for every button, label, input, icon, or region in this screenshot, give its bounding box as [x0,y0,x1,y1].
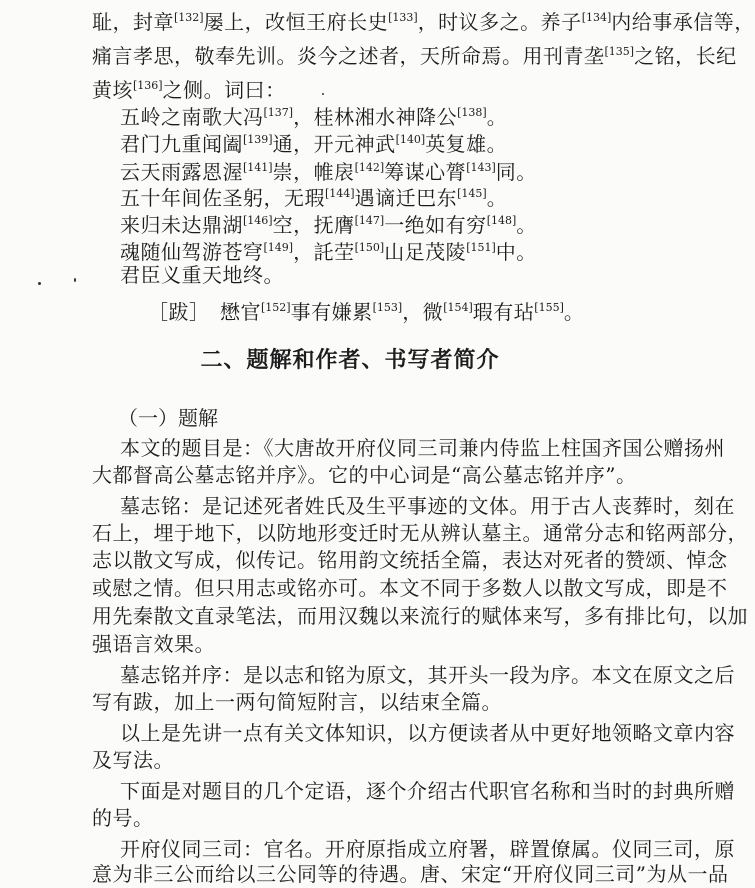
body-line: 用先秦散文直录笔法，而用汉魏以来流行的赋体来写，多有排比句，以加 [92,604,748,628]
body-line: 的号。 [92,806,154,830]
verse-line: 来归未达鼎湖[146]空，抚膺[147]一绝如有穷[148]。 [120,213,537,237]
body-line: 写有跋，加上一两句简短附言，以结束全篇。 [92,690,502,714]
body-line: 本文的题目是：《大唐故开府仪同三司兼内侍监上柱国齐国公赠扬州 [120,436,725,460]
text-line: 痛言孝思，敬奉先训。炎今之述者，天所命焉。用刊青垄[135]之铭，长纪 [92,44,737,68]
body-line: 下面是对题目的几个定语，逐个介绍古代职官名称和当时的封典所赠 [120,779,735,803]
body-line: 强语言效果。 [92,632,215,656]
body-line: 石上，埋于地下，以防地形变迁时无从辨认墓主。通常分志和铭两部分， [92,521,748,545]
section-title: 二、题解和作者、书写者简介 [200,348,500,373]
text-line: 黄垓[136]之侧。词曰： [92,78,286,102]
text-line: 耻，封章[132]屡上，改恒王府长史[133]，时议多之。养子[134]内给事承信等， [92,10,755,34]
body-line: 意为非三公而给以三公同等的待遇。唐、宋定“开府仪同三司”为从一品 [92,862,729,886]
body-line: 及写法。 [92,748,174,772]
body-line: 开府仪同三司：官名。开府原指成立府署，辟置僚属。仪同三司，原 [120,837,735,861]
verse-line: 五岭之南歌大冯[137]，桂林湘水神降公[138]。 [120,105,508,129]
body-line: 以上是先讲一点有关文体知识，以方便读者从中更好地领略文章内容 [120,721,735,745]
body-line: 墓志铭：是记述死者姓氏及生平事迹的文体。用于古人丧葬时，刻在 [120,494,735,518]
scan-speck [74,278,76,282]
scan-speck [38,282,41,285]
body-line: 大都督高公墓志铭并序》。它的中心词是“高公墓志铭并序”。 [92,463,637,487]
verse-line: 君臣义重天地终。 [120,263,284,287]
postscript-line: ［跋］ 懋官[152]事有嫌累[153]，微[154]瑕有玷[155]。 [148,300,585,324]
verse-line: 君门九重闻阖[139]通，开元神武[140]英复雄。 [120,132,508,156]
subsection-title: （一）题解 [118,406,218,430]
body-line: 墓志铭并序：是以志和铭为原文，其开头一段为序。本文在原文之后 [120,663,735,687]
verse-line: 云天雨露恩渥[141]崇，帷扆[142]筹谋心膂[143]同。 [120,160,537,184]
body-line: 或慰之情。但只用志或铭亦可。本文不同于多数人以散文写成，即是不 [92,576,728,600]
scan-speck [322,93,324,95]
body-line: 志以散文写成，似传记。铭用韵文统括全篇，表达对死者的赞颂、悼念 [92,548,728,572]
verse-line: 魂随仙驾游苍穹[149]，託茔[150]山足茂陵[151]中。 [120,240,537,264]
verse-line: 五十年间佐圣躬，无瑕[144]遇谪迁巴东[145]。 [120,186,508,210]
